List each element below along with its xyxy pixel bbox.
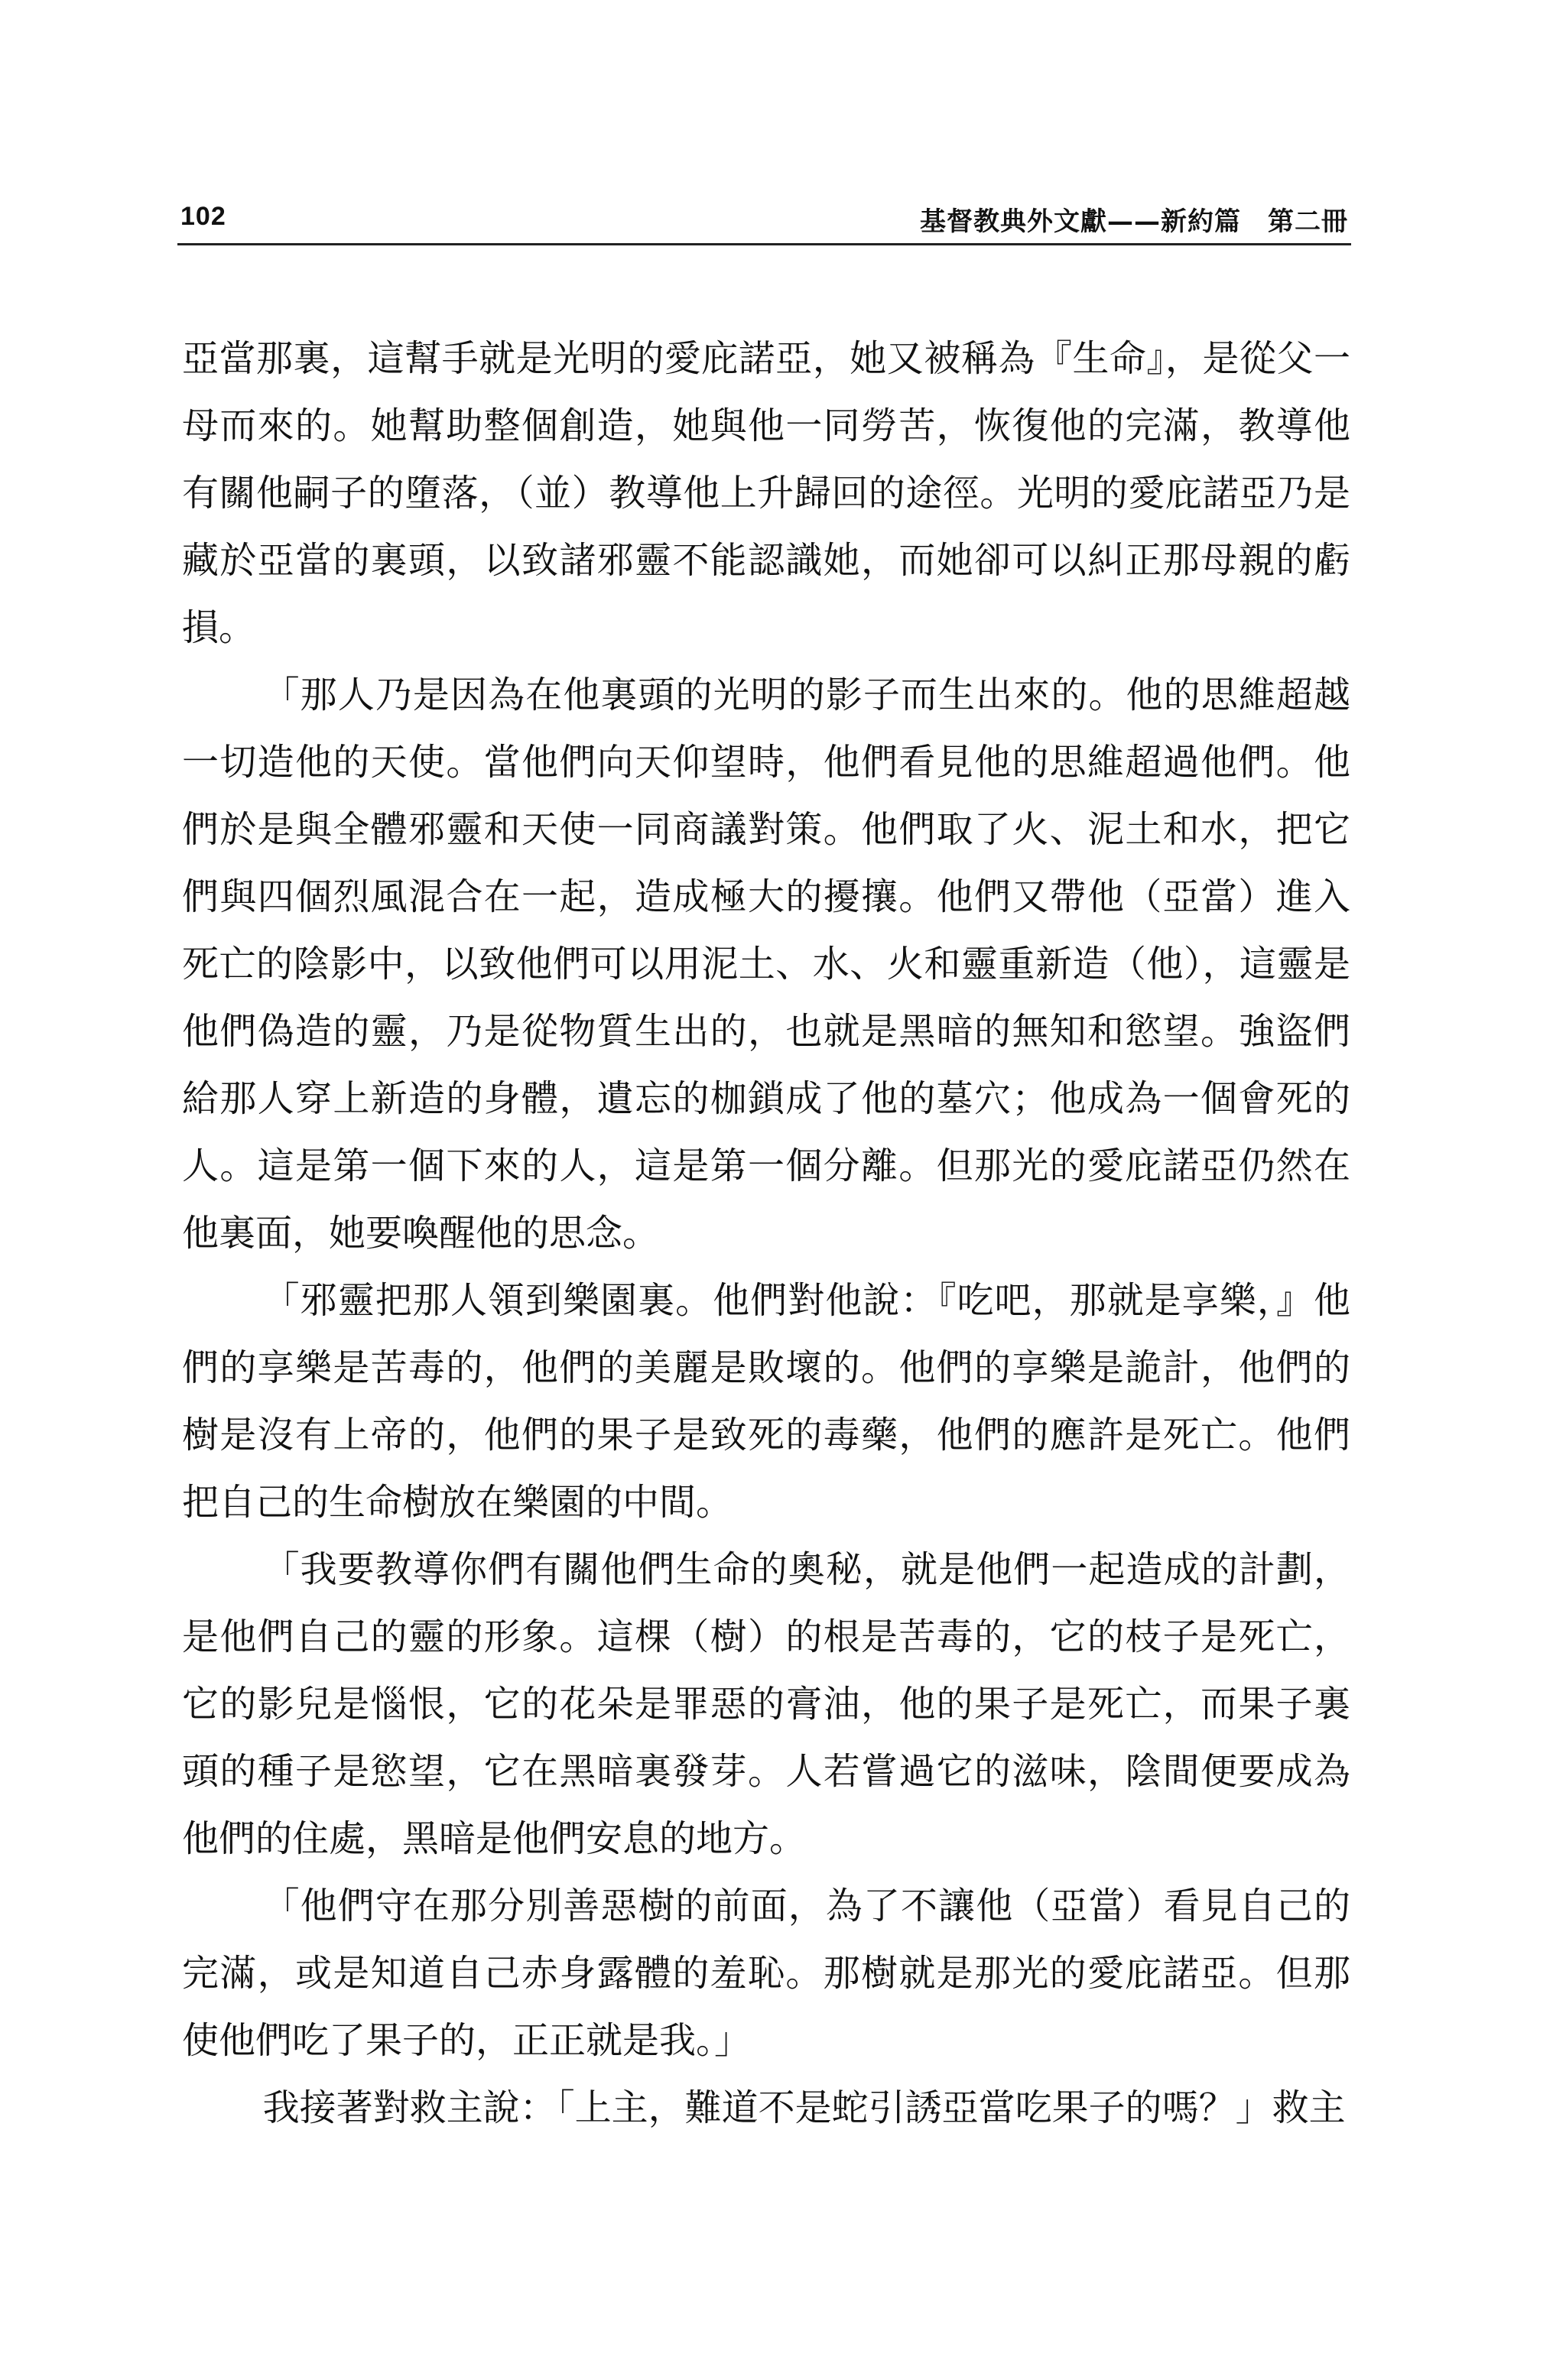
paragraph-continued: 亞當那裏，這幫手就是光明的愛庇諾亞，她又被稱為『生命』，是從父一母而來的。她幫助整個創造，她與他一同勞苦，恢復他的完滿，教導他有關他嗣子的墮落，（並）教導他上升歸回的途徑。光明的愛庇諾亞乃是藏於亞當的裏頭，以致諸邪靈不能認識她，而她卻可以糾正那母親的虧損。: [182, 337, 1350, 649]
paragraph: 「他們守在那分別善惡樹的前面，為了不讓他（亞當）看見自己的完滿，或是知道自己赤身露體的羞恥。那樹就是那光的愛庇諾亞。但那使他們吃了果子的，正正就是我。」: [182, 1885, 1350, 2062]
body-text: [182, 325, 1350, 2141]
paragraph: 我接著對救主說：「上主，難道不是蛇引誘亞當吃果子的嗎？」救主: [262, 2086, 1346, 2129]
page-number: 102: [180, 202, 226, 231]
paragraph: 「那人乃是因為在他裏頭的光明的影子而生出來的。他的思維超越一切造他的天使。當他們向天仰望時，他們看見他的思維超過他們。他們於是與全體邪靈和天使一同商議對策。他們取了火、泥土和水，把它們與四個烈風混合在一起，造成極大的擾攘。他們又帶他（亞當）進入死亡的陰影中，以致他們可以用泥土、水、火和靈重新造（他），這靈是他們偽造的靈，乃是從物質生出的，也就是黑暗的無知和慾望。強盜們給那人穿上新造的身體，遺忘的枷鎖成了他的墓穴；他成為一個會死的人。這是第一個下來的人，這是第一個分離。但那光的愛庇諾亞仍然在他裏面，她要喚醒他的思念。: [182, 674, 1350, 1255]
page-header: [177, 197, 1351, 245]
paragraph: 「邪靈把那人領到樂園裏。他們對他說：『吃吧，那就是享樂，』他們的享樂是苦毒的，他們的美麗是敗壞的。他們的享樂是詭計，他們的樹是沒有上帝的，他們的果子是致死的毒藥，他們的應許是死亡。他們把自己的生命樹放在樂園的中間。: [182, 1279, 1350, 1524]
running-title: 基督教典外文獻——新約篇 第二冊: [920, 206, 1348, 237]
paragraph: 「我要教導你們有關他們生命的奧秘，就是他們一起造成的計劃，是他們自己的靈的形象。這棵（樹）的根是苦毒的，它的枝子是死亡，它的影兒是惱恨，它的花朵是罪惡的膏油，他的果子是死亡，而果子裏頭的種子是慾望，它在黑暗裏發芽。人若嘗過它的滋味，陰間便要成為他們的住處，黑暗是他們安息的地方。: [182, 1548, 1350, 1860]
